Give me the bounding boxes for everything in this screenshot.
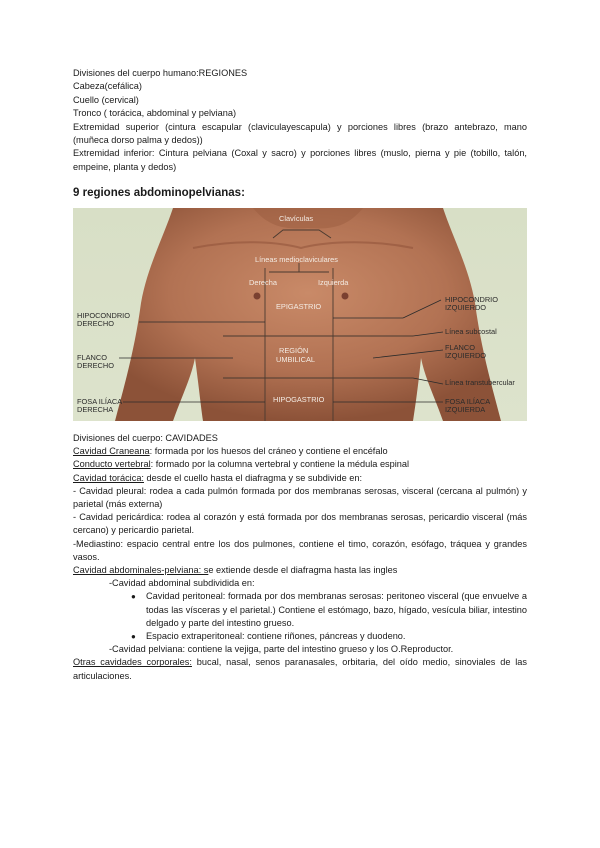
bullet-icon: ● <box>131 632 136 642</box>
cavidad-pelviana: -Cavidad pelviana: contiene la vejiga, parte del intestino grueso y los O.Reproductor. <box>109 644 454 655</box>
cavidad-toracica: Cavidad torácica: desde el cuello hasta el diafragma y se subdivide en: <box>73 472 363 483</box>
label-linea-transtubercular: Línea transtubercular <box>445 378 515 387</box>
regiones-line: Cabeza(cefálica) <box>73 81 142 92</box>
label-flanco-derecho: FLANCO DERECHO <box>77 353 114 371</box>
cavidad-pericardica: - Cavidad pericárdica: rodea al corazón y está formada por dos membranas serosas, pericardio visceral (más cercano) y pericardio parietal. <box>73 512 527 536</box>
abdominal-regions-figure <box>73 208 527 421</box>
cavidad-peritoneal: Cavidad peritoneal: formada por dos membranas serosas: peritoneo visceral (que envuelve a todas las vísceras y el parietal.) Contiene el estómago, bazo, hígado, vesícula biliar, intestino delgado y parte del intestino grueso. <box>146 591 527 628</box>
list-item <box>73 590 527 630</box>
label-umbilical-1: REGIÓN <box>279 346 309 355</box>
conducto-vertebral: Conducto vertebral: formado por la columna vertebral y contiene la médula espinal <box>73 459 410 470</box>
label-midclavicular-lines: Líneas medioclaviculares <box>255 255 338 264</box>
torso-illustration <box>73 208 527 421</box>
cavidad-pleural: - Cavidad pleural: rodea a cada pulmón formada por dos membranas serosas, visceral (cercana al pulmón) y parietal (más externa) <box>73 485 527 510</box>
label-fosa-iliaca-derecha: FOSA ILÍACA DERECHA <box>77 397 123 415</box>
label-umbilical-2: UMBILICAL <box>276 355 316 364</box>
label-epigastrio: EPIGASTRIO <box>276 302 322 311</box>
label-hipocondrio-derecho: HIPOCONDRIO DERECHO <box>77 311 130 329</box>
label-flanco-izquierdo: FLANCO IZQUIERDO <box>445 343 487 361</box>
regiones-line: Cuello (cervical) <box>73 94 139 105</box>
mediastino: -Mediastino: espacio central entre los dos pulmones, contiene el timo, corazón, esófago, tráquea y grandes vasos. <box>73 538 527 562</box>
cavidad-abdominal: -Cavidad abdominal subdividida en: <box>109 578 255 589</box>
label-linea-subcostal: Línea subcostal <box>445 327 497 336</box>
otras-cavidades: Otras cavidades corporales: bucal, nasal, senos paranasales, orbitaria, del oído medio, sinoviales de las articulaciones. <box>73 657 528 681</box>
label-fosa-iliaca-izquierda: FOSA ILÍACA IZQUIERDA <box>445 397 491 415</box>
regiones-line: Extremidad superior (cintura escapular (claviculayescapula) y porciones libres (brazo antebrazo, mano (muñeca dorso palma y dedos)) <box>73 121 527 146</box>
regiones-section <box>73 67 527 174</box>
label-clavicles: Clavículas <box>279 214 314 223</box>
bullet-icon: ● <box>131 592 136 602</box>
cavidades-title: Divisiones del cuerpo: CAVIDADES <box>73 433 218 443</box>
label-left: Izquierda <box>318 278 349 287</box>
cavidad-craneana: Cavidad Craneana: formada por los huesos del cráneo y contiene el encéfalo <box>73 446 388 457</box>
regiones-title: Divisiones del cuerpo humano:REGIONES <box>73 68 248 78</box>
regiones-line: Extremidad inferior: Cintura pelviana (Coxal y sacro) y porciones libres (muslo, pierna y pie (tobillo, talón, empeine, planta y dedos) <box>73 148 527 172</box>
regions-heading: 9 regiones abdominopelvianas: <box>73 187 245 199</box>
label-hipogastrio: HIPOGASTRIO <box>273 395 325 404</box>
regiones-line: Tronco ( torácica, abdominal y pelviana) <box>73 108 237 119</box>
list-item <box>73 630 527 643</box>
espacio-extraperitoneal: Espacio extraperitoneal: contiene riñones, páncreas y duodeno. <box>146 631 406 642</box>
cavidades-section <box>73 432 527 683</box>
torso-shape <box>115 208 501 421</box>
cavidad-abdominopelviana: Cavidad abdominales-pelviana: se extiende desde el diafragma hasta las ingles <box>73 565 398 576</box>
label-right: Derecha <box>249 278 277 287</box>
label-hipocondrio-izquierdo: HIPOCONDRIO IZQUIERDO <box>445 295 498 313</box>
